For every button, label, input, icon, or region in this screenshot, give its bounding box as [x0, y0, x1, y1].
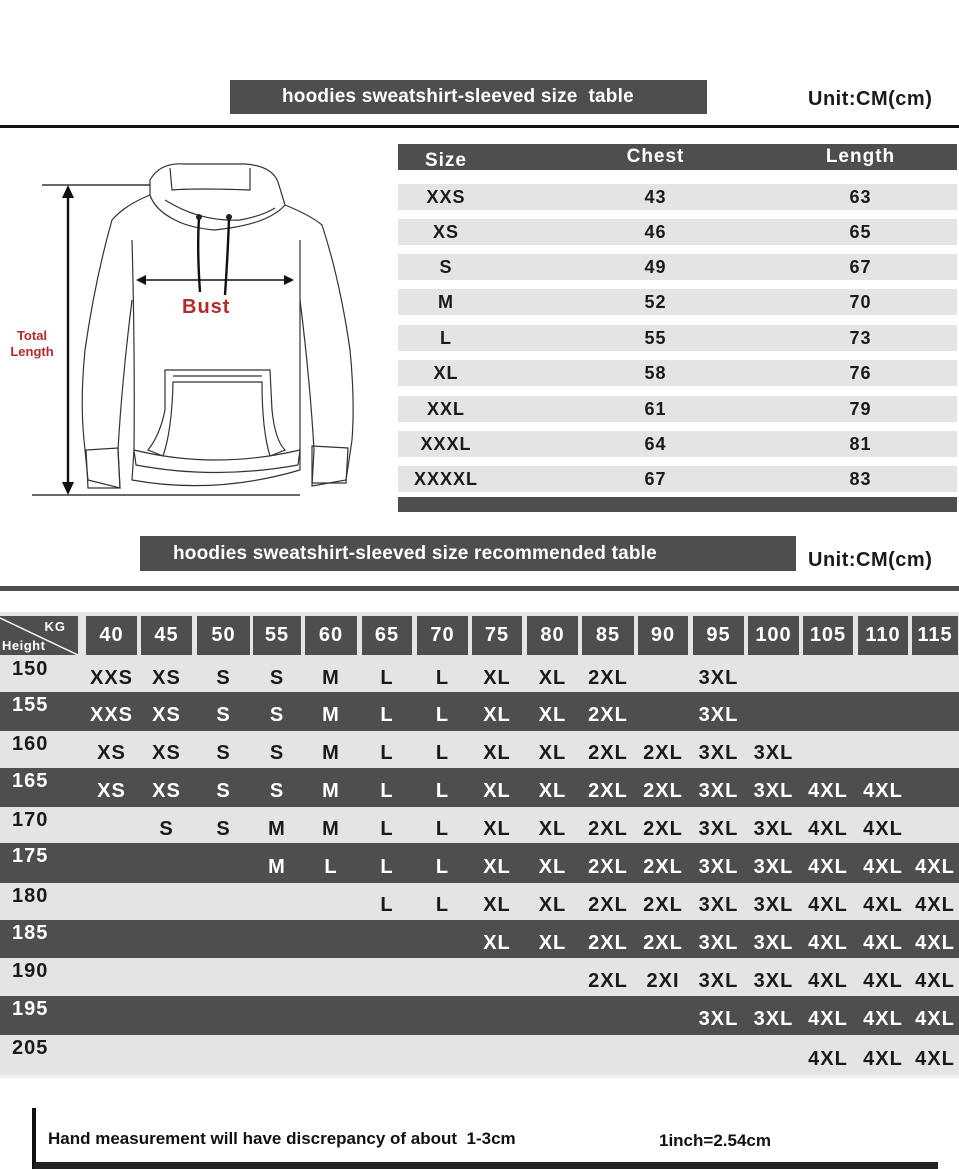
height-cell: 155 [12, 694, 49, 716]
kg-header-cell: 105 [803, 616, 853, 655]
size-recommendation-cell: 4XL [863, 1047, 903, 1070]
middle-divider [0, 586, 959, 591]
height-cell: 190 [12, 960, 49, 982]
size-recommendation-cell: 4XL [915, 894, 955, 916]
size-recommendation-cell: 3XL [753, 780, 794, 802]
recommended-table-row [0, 692, 959, 731]
size-recommendation-cell: 2XL [588, 742, 628, 764]
size-table-row [398, 184, 957, 210]
size-recommendation-cell [742, 692, 805, 735]
kg-header-cell: 75 [472, 616, 522, 655]
size-recommendation-cell: 3XL [698, 894, 739, 916]
length-cell: 73 [849, 327, 872, 348]
size-recommendation-cell [299, 996, 363, 1039]
size-recommendation-cell: XL [538, 894, 567, 916]
size-recommendation-cell: 2XL [588, 780, 628, 802]
size-recommendation-cell: S [216, 780, 231, 802]
size-recommendation-cell: S [269, 666, 285, 689]
size-recommendation-cell [852, 656, 914, 696]
size-recommendation-cell [411, 920, 474, 962]
size-recommendation-cell: 2XL [588, 969, 628, 992]
size-table-title: hoodies sweatshirt-sleeved size table [282, 86, 634, 107]
footer-left-bar [32, 1108, 36, 1169]
length-cell: 70 [849, 291, 872, 312]
size-recommendation-cell: M [322, 704, 340, 726]
size-recommendation-cell: 2XL [643, 894, 683, 916]
size-recommendation-cell: 2XL [643, 817, 683, 840]
size-recommendation-cell: M [322, 666, 340, 689]
size-recommendation-cell: 2XL [588, 666, 628, 689]
size-recommendation-cell: 4XL [808, 931, 848, 954]
size-recommendation-cell: XXS [89, 666, 134, 689]
size-cell: XXXL [420, 433, 472, 454]
size-recommendation-cell [247, 996, 307, 1039]
size-recommendation-cell: L [380, 894, 394, 916]
size-cell: L [440, 327, 452, 348]
size-recommendation-cell: 3XL [698, 1008, 739, 1030]
size-cell: XXL [426, 398, 465, 419]
size-recommendation-cell [299, 883, 363, 924]
size-recommendation-cell: 2XL [643, 931, 683, 954]
recommended-table-unit: Unit:CM(cm) [808, 549, 933, 571]
size-recommendation-cell [356, 958, 418, 1000]
height-cell: 185 [12, 922, 49, 944]
size-recommendation-cell: 4XL [863, 817, 903, 840]
size-recommendation-cell [135, 1035, 198, 1079]
size-recommendation-cell [135, 843, 198, 887]
size-cell: XS [432, 221, 459, 242]
size-recommendation-cell [80, 920, 143, 962]
size-recommendation-cell: 3XL [698, 704, 739, 726]
size-recommendation-cell: 4XL [808, 1008, 848, 1030]
kg-header-cell: 65 [362, 616, 412, 655]
height-cell: 175 [12, 845, 49, 867]
size-recommendation-cell: 3XL [698, 666, 739, 689]
size-recommendation-cell: 3XL [698, 817, 739, 840]
size-recommendation-cell [521, 996, 584, 1039]
height-cell: 180 [12, 885, 49, 907]
size-recommendation-cell: 3XL [698, 969, 739, 992]
size-recommendation-cell: XL [483, 666, 511, 689]
size-recommendation-cell: L [435, 742, 450, 764]
length-cell: 83 [849, 468, 872, 489]
kg-header-cell: 80 [527, 616, 578, 655]
length-cell: 76 [849, 362, 872, 383]
size-recommendation-cell: 3XL [698, 931, 739, 954]
size-recommendation-cell [906, 692, 959, 735]
size-recommendation-cell: M [322, 742, 340, 764]
size-table-row [398, 431, 957, 457]
size-recommendation-cell [466, 958, 528, 1000]
size-recommendation-cell [356, 1035, 418, 1079]
size-recommendation-cell: S [216, 666, 231, 689]
size-recommendation-cell: 3XL [753, 817, 794, 840]
total-length-label [4, 328, 60, 360]
size-recommendation-cell: 4XL [915, 931, 955, 954]
size-recommendation-cell: 4XL [863, 894, 903, 916]
chest-cell: 46 [644, 221, 667, 242]
size-cell: XXXXL [413, 468, 479, 489]
height-cell: 165 [12, 770, 49, 792]
size-recommendation-cell [80, 883, 143, 924]
size-cell: XXS [426, 186, 466, 207]
size-recommendation-cell: 4XL [915, 855, 955, 878]
size-recommendation-cell [135, 996, 198, 1039]
size-recommendation-cell: XL [483, 742, 511, 764]
height-cell: 160 [12, 733, 49, 755]
size-recommendation-cell [742, 1035, 805, 1079]
size-recommendation-cell: XS [97, 780, 126, 802]
size-recommendation-cell: 3XL [753, 742, 794, 764]
size-recommendation-cell: L [435, 704, 450, 726]
size-recommendation-cell [906, 807, 959, 847]
kg-header-cell: 85 [582, 616, 634, 655]
size-recommendation-cell [632, 692, 694, 735]
footer-bottom-bar [34, 1162, 938, 1169]
size-recommendation-cell: 3XL [753, 931, 794, 954]
height-cell: 150 [12, 658, 49, 680]
recommended-table-row [0, 883, 959, 920]
bust-label: Bust [182, 296, 231, 318]
size-recommendation-cell: 2XL [588, 817, 628, 840]
size-table-footer-bar [398, 497, 957, 512]
size-table-row [398, 219, 957, 245]
kg-header-cell: 50 [197, 616, 250, 655]
size-cell: M [438, 291, 454, 312]
size-recommendation-cell: 4XL [808, 969, 848, 992]
size-recommendation-cell: 2XL [588, 931, 628, 954]
size-recommendation-cell [80, 1035, 143, 1079]
size-recommendation-cell: 4XL [863, 855, 903, 878]
recommended-table-row [0, 1035, 959, 1075]
size-recommendation-cell: 2XL [643, 780, 683, 802]
size-recommendation-cell: 3XL [753, 1008, 794, 1030]
kg-header-cell: 55 [253, 616, 301, 655]
length-cell: 81 [849, 433, 872, 454]
size-recommendation-cell [247, 958, 307, 1000]
size-recommendation-cell: 3XL [698, 855, 739, 878]
size-recommendation-cell: 4XL [808, 1047, 848, 1070]
top-divider [0, 125, 959, 128]
recommended-table-banner [140, 536, 796, 571]
size-table-row [398, 325, 957, 351]
table-bottom-edge [0, 1075, 959, 1078]
recommended-table-row [0, 843, 959, 883]
size-recommendation-cell: L [435, 780, 450, 802]
size-recommendation-cell: 3XL [753, 855, 794, 878]
size-recommendation-cell: M [268, 855, 286, 878]
size-recommendation-cell: XXS [89, 704, 134, 726]
size-recommendation-cell [247, 920, 307, 962]
size-recommendation-cell [906, 656, 959, 696]
size-recommendation-cell: L [324, 855, 338, 878]
size-table-row [398, 254, 957, 280]
size-recommendation-cell [80, 958, 143, 1000]
kg-header-cell: 110 [858, 616, 908, 655]
size-recommendation-cell [356, 996, 418, 1039]
chest-cell: 49 [644, 256, 667, 277]
kg-header-cell: 40 [86, 616, 137, 655]
measurement-note: Hand measurement will have discrepancy of about 1-3cm [48, 1129, 516, 1148]
size-recommendation-cell [576, 996, 640, 1039]
size-table-unit: Unit:CM(cm) [808, 88, 933, 110]
header-length: Length [825, 146, 896, 167]
size-recommendation-cell [80, 807, 143, 847]
header-chest: Chest [626, 146, 685, 167]
size-recommendation-cell [466, 996, 528, 1039]
chest-cell: 58 [644, 362, 667, 383]
size-recommendation-cell: XL [483, 855, 511, 878]
size-recommendation-cell: 3XL [753, 894, 794, 916]
size-recommendation-cell: 4XL [863, 780, 903, 802]
size-recommendation-cell [742, 656, 805, 696]
size-recommendation-cell: XL [538, 817, 567, 840]
size-recommendation-cell: S [216, 704, 231, 726]
chest-cell: 67 [644, 468, 667, 489]
size-table-header [398, 144, 957, 170]
size-recommendation-cell: 4XL [863, 1008, 903, 1030]
kg-header-cell: 115 [912, 616, 958, 655]
size-table-row [398, 289, 957, 315]
size-recommendation-cell [521, 958, 584, 1000]
kg-header-cell: 60 [305, 616, 357, 655]
size-recommendation-cell: 3XL [753, 969, 794, 992]
size-recommendation-cell: 3XL [698, 742, 739, 764]
chest-cell: 43 [644, 186, 667, 207]
size-recommendation-cell [466, 1035, 528, 1079]
size-recommendation-cell [247, 883, 307, 924]
size-recommendation-cell: 2XL [588, 855, 628, 878]
size-recommendation-cell: S [269, 704, 285, 726]
size-recommendation-cell: XL [538, 704, 567, 726]
size-recommendation-cell: XL [538, 742, 567, 764]
size-recommendation-cell: XS [97, 742, 126, 764]
size-recommendation-cell [247, 1035, 307, 1079]
size-recommendation-cell: 4XL [915, 1008, 955, 1030]
size-recommendation-cell: S [269, 780, 285, 802]
length-cell: 67 [849, 256, 872, 277]
size-recommendation-cell: 4XL [915, 1047, 955, 1070]
size-recommendation-cell [135, 883, 198, 924]
size-recommendation-cell [299, 958, 363, 1000]
size-recommendation-cell: 2XL [588, 894, 628, 916]
size-recommendation-cell: 4XL [808, 894, 848, 916]
size-recommendation-cell: L [435, 817, 450, 840]
size-recommendation-cell: M [322, 780, 340, 802]
length-cell: 63 [849, 186, 872, 207]
chest-cell: 61 [644, 398, 667, 419]
size-recommendation-cell [797, 731, 859, 772]
chest-cell: 52 [644, 291, 667, 312]
recommended-table-row [0, 958, 959, 996]
size-recommendation-cell: XL [538, 666, 567, 689]
chest-cell: 55 [644, 327, 667, 348]
size-recommendation-cell [632, 996, 694, 1039]
size-recommendation-cell [356, 920, 418, 962]
size-recommendation-cell: 2XI [646, 969, 680, 992]
size-recommendation-cell [632, 656, 694, 696]
size-recommendation-cell [299, 1035, 363, 1079]
size-recommendation-cell [411, 1035, 474, 1079]
size-recommendation-cell [299, 920, 363, 962]
size-recommendation-cell: L [435, 666, 450, 689]
inch-conversion: 1inch=2.54cm [659, 1131, 771, 1150]
size-recommendation-cell [906, 768, 959, 811]
kg-header-cell: 90 [638, 616, 688, 655]
length-cell: 65 [849, 221, 872, 242]
size-recommendation-cell: S [269, 742, 285, 764]
size-recommendation-cell: L [380, 817, 394, 840]
recommended-table-title: hoodies sweatshirt-sleeved size recommended table [173, 542, 657, 564]
height-cell: 205 [12, 1037, 49, 1059]
size-recommendation-cell: XL [483, 780, 511, 802]
size-recommendation-cell: L [380, 666, 394, 689]
size-table-row [398, 396, 957, 422]
size-recommendation-cell [576, 1035, 640, 1079]
kg-header-cell: 45 [141, 616, 192, 655]
size-cell: S [439, 256, 453, 277]
size-recommendation-cell [687, 1035, 750, 1079]
size-recommendation-cell: L [380, 704, 394, 726]
size-recommendation-cell: 2XL [643, 742, 683, 764]
header-size: Size [424, 150, 468, 171]
size-recommendation-cell: XL [483, 704, 511, 726]
size-recommendation-cell: 4XL [808, 817, 848, 840]
size-recommendation-cell: L [380, 780, 394, 802]
total-label-line2: Length [10, 344, 54, 359]
height-kg-corner [0, 616, 78, 655]
size-recommendation-cell: XL [483, 817, 511, 840]
size-recommendation-cell [135, 920, 198, 962]
size-recommendation-cell: S [216, 817, 231, 840]
size-recommendation-cell: XS [152, 704, 181, 726]
size-table-row [398, 466, 957, 492]
recommended-table-row [0, 768, 959, 807]
size-cell: XL [433, 362, 459, 383]
size-recommendation-cell: XL [483, 931, 511, 954]
size-recommendation-cell: 2XL [643, 855, 683, 878]
size-recommendation-cell [411, 958, 474, 1000]
recommended-table-row [0, 996, 959, 1035]
size-recommendation-cell: 4XL [863, 931, 903, 954]
size-recommendation-cell: 4XL [808, 780, 848, 802]
kg-header-cell: 95 [693, 616, 744, 655]
size-recommendation-cell [852, 692, 914, 735]
size-recommendation-cell: L [380, 742, 394, 764]
recommended-table-row [0, 656, 959, 692]
size-recommendation-cell: 4XL [863, 969, 903, 992]
size-recommendation-cell [852, 731, 914, 772]
recommended-table-row [0, 920, 959, 958]
kg-header-cell: 70 [417, 616, 468, 655]
size-table-banner [230, 80, 707, 114]
size-recommendation-cell: S [159, 817, 174, 840]
size-recommendation-cell: XS [152, 742, 181, 764]
height-cell: 195 [12, 998, 49, 1020]
size-recommendation-cell: M [268, 817, 286, 840]
size-recommendation-cell: XL [538, 855, 567, 878]
size-recommendation-cell: XL [538, 780, 567, 802]
size-recommendation-cell [135, 958, 198, 1000]
size-recommendation-cell: 4XL [915, 969, 955, 992]
size-recommendation-cell: XL [538, 931, 567, 954]
length-cell: 79 [849, 398, 872, 419]
recommended-table-row [0, 807, 959, 843]
size-recommendation-cell [80, 843, 143, 887]
size-recommendation-cell: M [322, 817, 340, 840]
kg-label: KG [44, 619, 66, 634]
size-recommendation-cell [906, 731, 959, 772]
total-label-line1: Total [16, 328, 48, 343]
size-recommendation-cell [632, 1035, 694, 1079]
size-recommendation-cell [797, 656, 859, 696]
size-recommendation-cell: 2XL [588, 704, 628, 726]
size-recommendation-cell [411, 996, 474, 1039]
size-recommendation-cell [521, 1035, 584, 1079]
size-recommendation-cell: XS [152, 666, 181, 689]
size-recommendation-cell: XL [483, 894, 511, 916]
size-recommendation-cell: XS [152, 780, 181, 802]
size-recommendation-cell: 3XL [698, 780, 739, 802]
kg-header-cell: 100 [748, 616, 799, 655]
size-recommendation-cell: S [216, 742, 231, 764]
height-cell: 170 [12, 809, 49, 831]
size-recommendation-cell [797, 692, 859, 735]
size-recommendation-cell: L [435, 894, 450, 916]
chest-cell: 64 [644, 433, 667, 454]
size-table-row [398, 360, 957, 386]
size-recommendation-cell: L [435, 855, 450, 878]
size-recommendation-cell: L [380, 855, 394, 878]
size-recommendation-cell: 4XL [808, 855, 848, 878]
height-label: Height [2, 638, 46, 653]
size-recommendation-cell [80, 996, 143, 1039]
recommended-table-row [0, 731, 959, 768]
